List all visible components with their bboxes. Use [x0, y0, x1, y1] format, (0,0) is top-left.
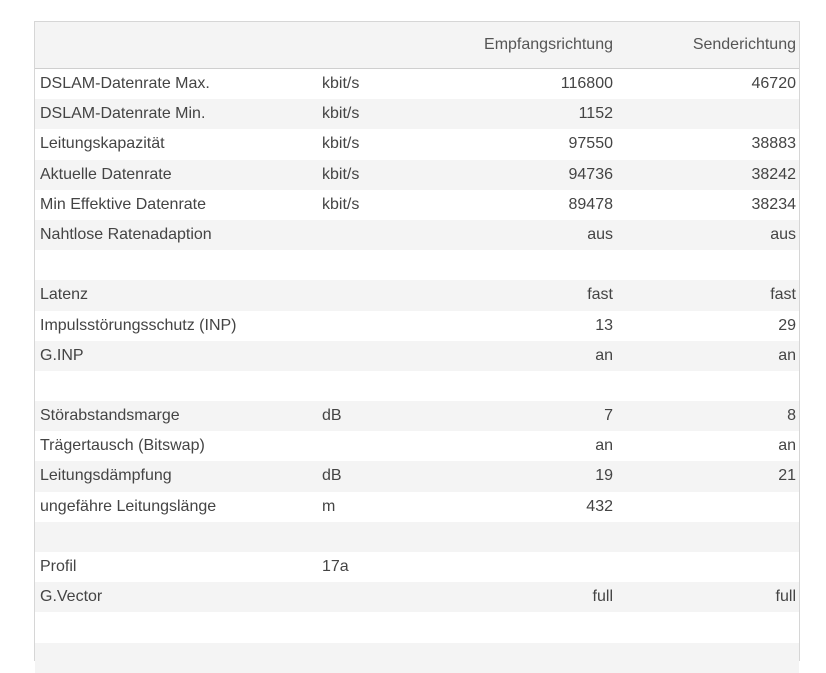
- row-label: Störabstandsmarge: [40, 407, 180, 425]
- row-value-empfang: aus: [587, 225, 613, 243]
- table-row: [35, 341, 799, 371]
- row-unit: kbit/s: [322, 165, 360, 183]
- table-row: [35, 129, 799, 159]
- row-label: Leitungskapazität: [40, 135, 165, 153]
- row-value-empfang: 94736: [568, 165, 613, 183]
- row-value-sende: 38883: [751, 135, 796, 153]
- table-row: [35, 492, 799, 522]
- row-unit: kbit/s: [322, 105, 360, 123]
- row-value-sende: 38242: [751, 165, 796, 183]
- table-row: [35, 552, 799, 582]
- row-label: G.INP: [40, 346, 84, 364]
- row-label: Nahtlose Ratenadaption: [40, 225, 212, 243]
- table-row: [35, 461, 799, 491]
- row-value-sende: full: [775, 588, 796, 606]
- row-value-empfang: 432: [586, 497, 613, 515]
- table-row: [35, 582, 799, 612]
- header-senderichtung: Senderichtung: [692, 36, 796, 53]
- row-value-sende: 46720: [751, 75, 796, 92]
- table-row: [35, 612, 799, 642]
- table-row: [35, 280, 799, 310]
- table-row: [35, 311, 799, 341]
- row-label: Profil: [40, 558, 77, 575]
- row-unit: kbit/s: [322, 135, 360, 153]
- row-unit: kbit/s: [322, 195, 360, 213]
- row-value-empfang: 13: [595, 316, 613, 334]
- row-value-sende: an: [778, 346, 796, 364]
- row-label: DSLAM-Datenrate Max.: [40, 75, 210, 92]
- table-row: [35, 431, 799, 461]
- row-value-empfang: 1152: [578, 105, 613, 123]
- row-value-sende: 8: [787, 407, 796, 425]
- table-body: [35, 69, 799, 673]
- table-row: [35, 160, 799, 190]
- row-unit: 17a: [322, 558, 349, 575]
- row-value-empfang: 116800: [560, 75, 613, 92]
- table-row: [35, 371, 799, 401]
- table-row: [35, 643, 799, 673]
- row-unit: dB: [322, 467, 342, 485]
- row-value-sende: fast: [770, 286, 796, 304]
- row-label: Latenz: [40, 286, 89, 304]
- table-row: [35, 220, 799, 250]
- row-unit: m: [322, 497, 336, 515]
- table-header: [35, 22, 799, 69]
- table-row: [35, 250, 799, 280]
- row-value-sende: 29: [778, 316, 796, 334]
- row-value-empfang: 7: [604, 407, 613, 425]
- row-unit: kbit/s: [322, 75, 360, 92]
- row-value-sende: 38234: [751, 195, 796, 213]
- row-value-empfang: an: [595, 437, 613, 455]
- header-empfangsrichtung: Empfangsrichtung: [484, 36, 613, 53]
- row-label: Impulsstörungsschutz (INP): [40, 316, 237, 334]
- dsl-info-table: [34, 21, 800, 661]
- table-row: [35, 401, 799, 431]
- row-label: Aktuelle Datenrate: [40, 165, 172, 183]
- row-value-sende: aus: [770, 225, 796, 243]
- row-label: Leitungsdämpfung: [40, 467, 172, 485]
- row-value-empfang: 89478: [568, 195, 613, 213]
- row-value-empfang: fast: [587, 286, 613, 304]
- row-value-empfang: 19: [595, 467, 613, 485]
- table-row: [35, 522, 799, 552]
- row-label: G.Vector: [40, 588, 103, 606]
- row-label: Trägertausch (Bitswap): [40, 437, 205, 455]
- row-unit: dB: [322, 407, 342, 425]
- row-label: Min Effektive Datenrate: [40, 195, 207, 213]
- table-row: [35, 190, 799, 220]
- row-value-sende: an: [778, 437, 796, 455]
- row-label: DSLAM-Datenrate Min.: [40, 105, 206, 123]
- row-label: ungefähre Leitungslänge: [40, 497, 217, 515]
- row-value-empfang: 97550: [568, 135, 613, 153]
- row-value-empfang: full: [592, 588, 613, 606]
- table-row: [35, 99, 799, 129]
- row-value-sende: 21: [778, 467, 796, 485]
- table-row: [35, 69, 799, 99]
- row-value-empfang: an: [595, 346, 613, 364]
